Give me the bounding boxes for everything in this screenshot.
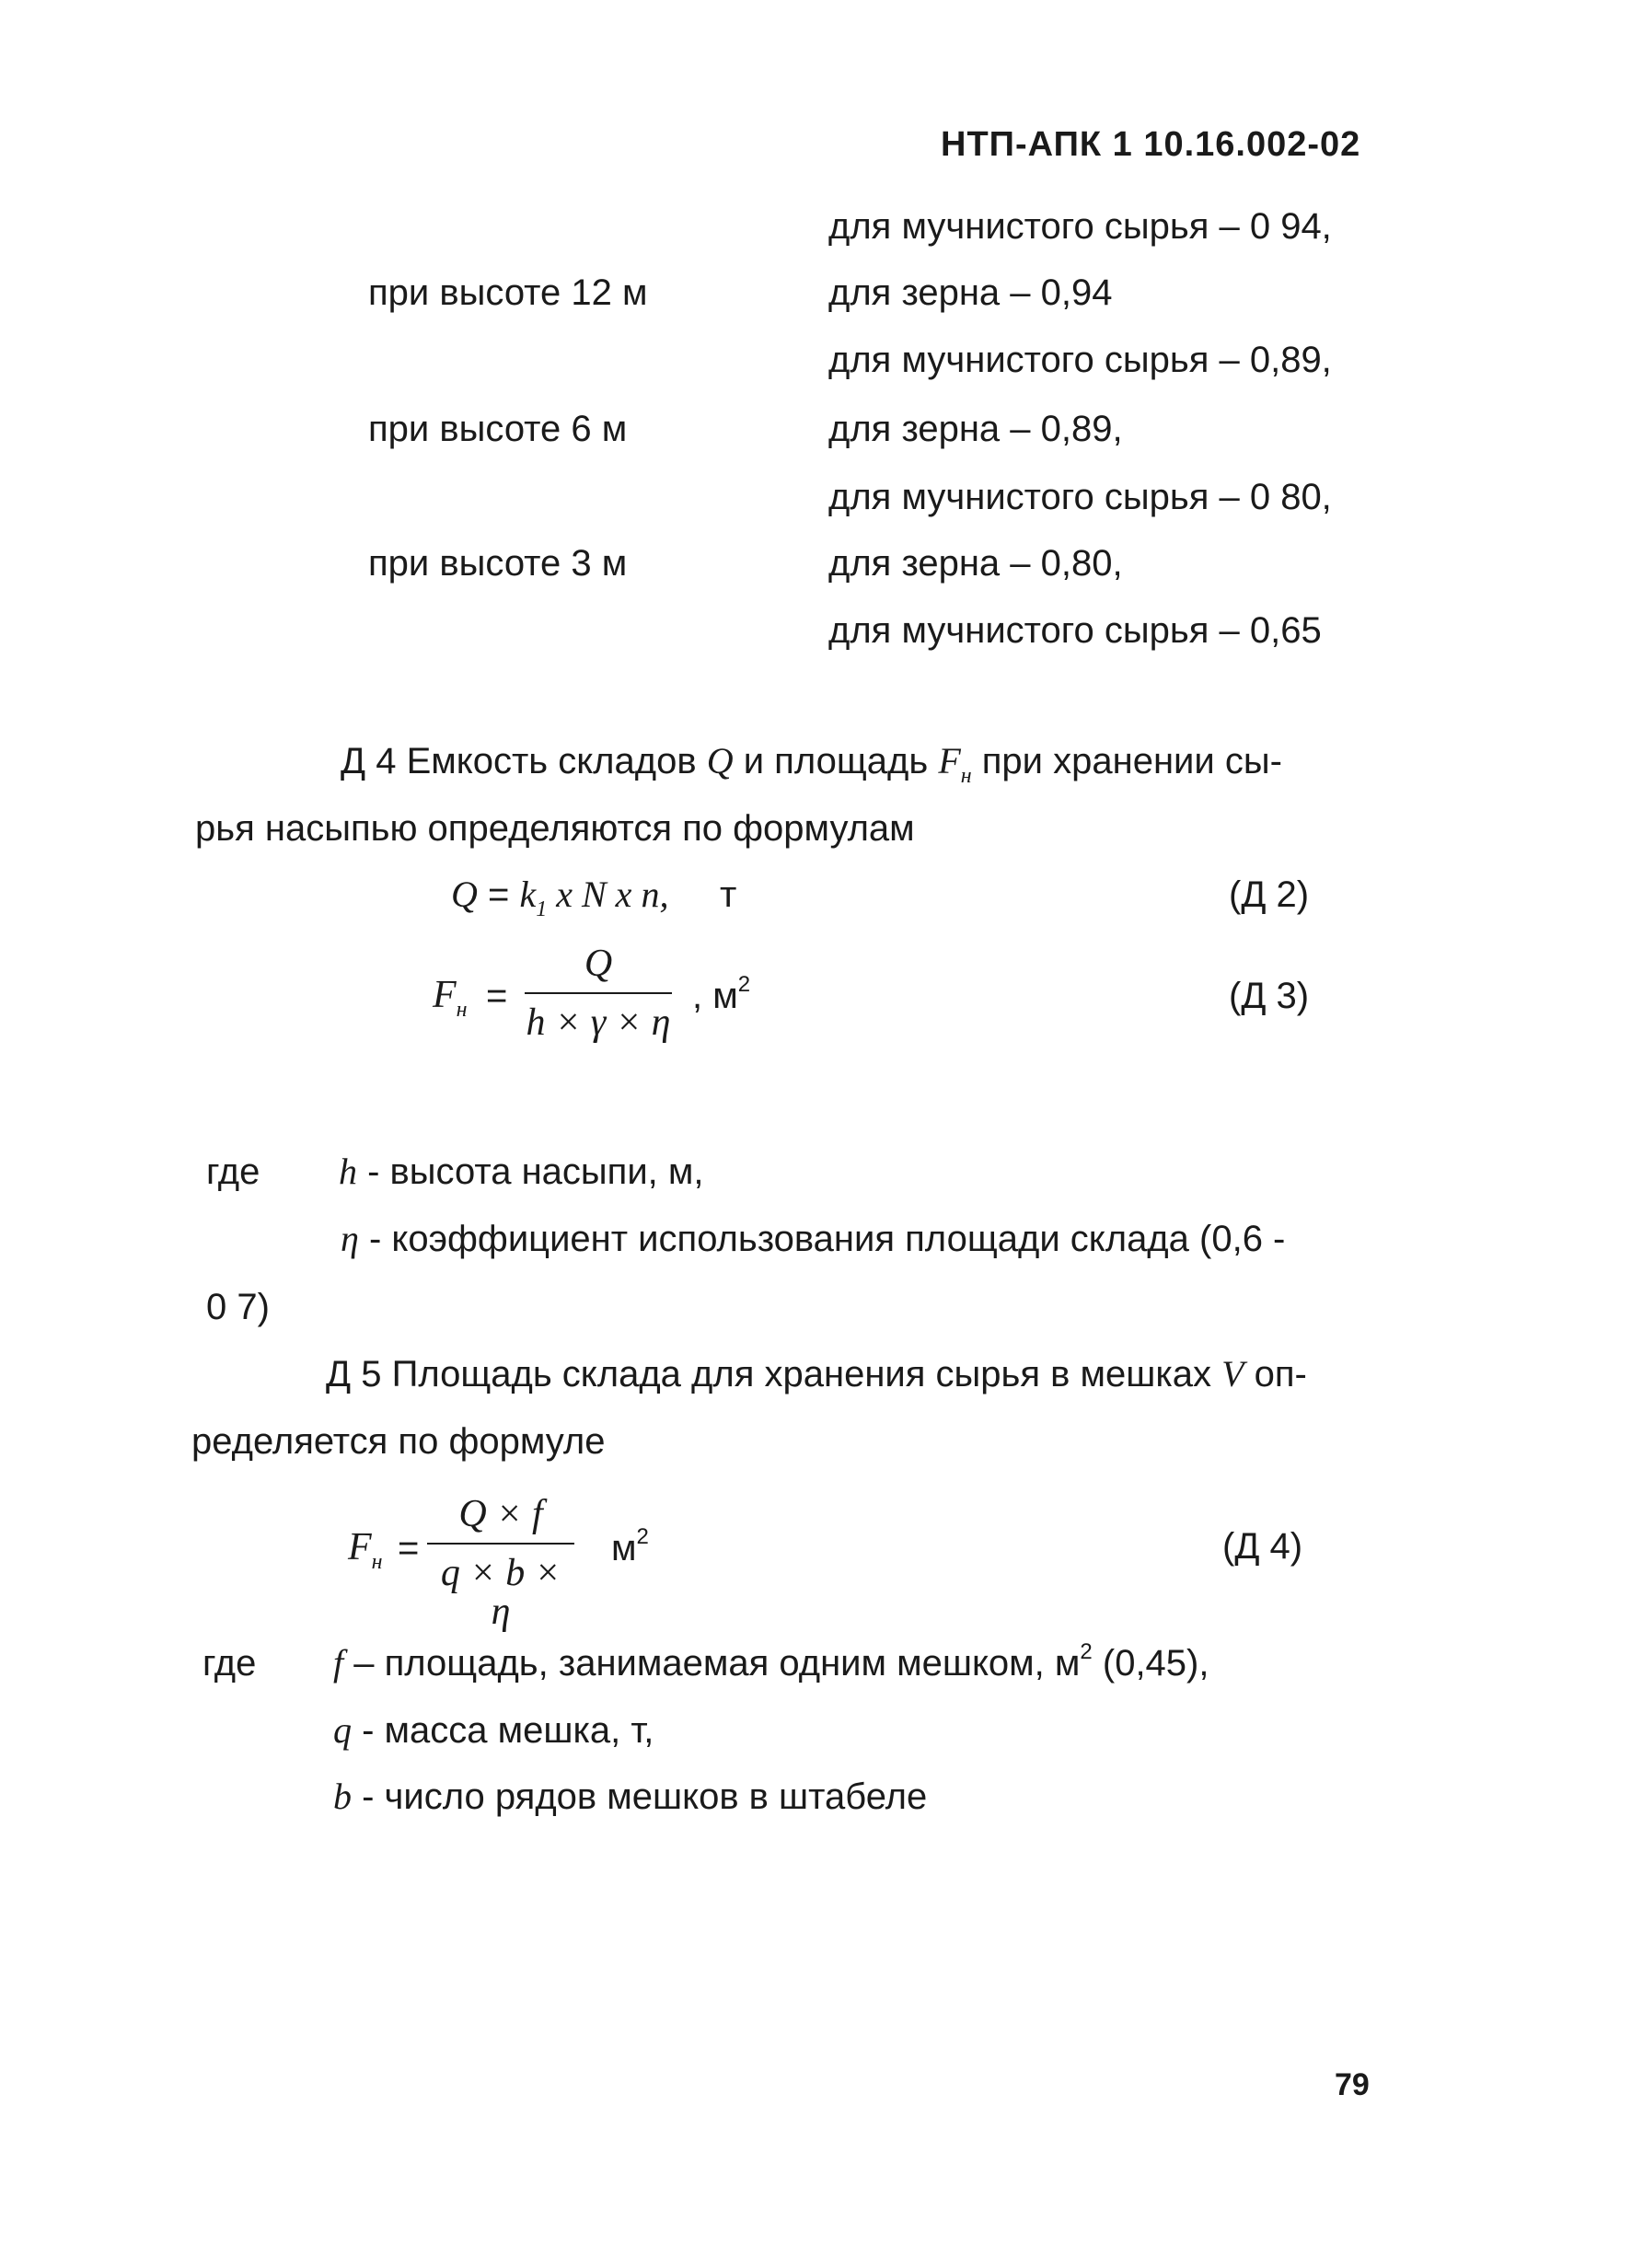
formula-k: k — [519, 874, 537, 915]
formula-f: F — [348, 1526, 372, 1568]
where-f-definition — [333, 1639, 1209, 1684]
formula-d4-lhs — [348, 1526, 383, 1574]
table-row-label: при высоте 12 м — [368, 272, 648, 313]
unit-text: м — [611, 1528, 637, 1568]
paragraph-d5-line2: ределяется по формуле — [191, 1421, 606, 1462]
formula-d4-fraction — [427, 1495, 574, 1631]
definition-text: (0,45), — [1092, 1643, 1209, 1684]
where-label: где — [206, 1151, 260, 1192]
unit-superscript: 2 — [737, 972, 751, 997]
table-row-value: для зерна – 0,80, — [828, 543, 1123, 584]
table-row-value: для зерна – 0,89, — [828, 409, 1123, 449]
formula-d3-fraction — [525, 944, 672, 1042]
table-row-label: при высоте 6 м — [368, 409, 628, 449]
formula-d2 — [451, 874, 669, 921]
definition-text: – площадь, занимаемая одним мешком, м — [343, 1643, 1081, 1684]
paragraph-text: Д 4 Емкость складов — [341, 741, 707, 781]
formula-rest: x N x n, — [547, 874, 669, 915]
formula-d3-unit — [692, 972, 751, 1016]
fraction-numerator: Q — [584, 943, 613, 985]
table-row-value: для мучнистого сырья – 0,65 — [828, 610, 1322, 651]
formula-f-subscript: н — [456, 998, 468, 1022]
formula-d3-lhs — [433, 974, 468, 1022]
where-eta-continuation: 0 7) — [206, 1287, 270, 1327]
formula-d3-number: (Д 3) — [1229, 976, 1310, 1016]
symbol-q-small: q — [333, 1709, 352, 1751]
table-row-value: для мучнистого сырья – 0,89, — [828, 340, 1332, 380]
unit-text: , м — [692, 976, 738, 1016]
definition-text: - число рядов мешков в штабеле — [352, 1776, 928, 1817]
formula-d3-eq: = — [486, 976, 508, 1016]
definition-text: - высота насыпи, м, — [357, 1151, 704, 1192]
table-row-value: для мучнистого сырья – 0 94, — [828, 206, 1332, 247]
page-number: 79 — [1335, 2067, 1370, 2102]
where-eta-definition — [341, 1218, 1286, 1259]
unit-superscript: 2 — [636, 1524, 649, 1549]
fraction-denominator: h × γ × η — [526, 1001, 671, 1044]
formula-f: F — [433, 974, 457, 1016]
table-row-label: при высоте 3 м — [368, 543, 628, 584]
formula-d4-unit — [611, 1524, 649, 1568]
symbol-v: V — [1221, 1353, 1244, 1394]
where-h-definition — [339, 1153, 704, 1190]
formula-eq: = — [477, 874, 520, 915]
paragraph-d5-line1 — [326, 1353, 1307, 1394]
definition-text: - коэффициент использования площади склада (0,6 - — [358, 1219, 1286, 1259]
formula-d4-eq: = — [398, 1528, 420, 1568]
paragraph-text: оп- — [1244, 1354, 1307, 1394]
paragraph-text: Д 5 Площадь склада для хранения сырья в мешках — [326, 1354, 1222, 1394]
definition-text: - масса мешка, т, — [352, 1710, 654, 1751]
paragraph-d4-line1 — [341, 740, 1282, 788]
symbol-b: b — [333, 1776, 352, 1817]
formula-d2-number: (Д 2) — [1229, 874, 1310, 915]
paragraph-text: при хранении сы- — [971, 741, 1282, 781]
table-row-value: для мучнистого сырья – 0 80, — [828, 477, 1332, 517]
symbol-h: h — [339, 1151, 357, 1192]
formula-lhs: Q — [451, 874, 478, 915]
where-b-definition — [333, 1778, 927, 1815]
symbol-eta: η — [341, 1218, 359, 1259]
formula-k-subscript: 1 — [536, 897, 548, 921]
symbol-q: Q — [706, 740, 734, 781]
document-code-header: НТП-АПК 1 10.16.002-02 — [941, 125, 1361, 164]
symbol-f: f — [333, 1642, 344, 1684]
symbol-f-subscript: н — [960, 764, 972, 788]
formula-f-subscript: н — [371, 1550, 383, 1574]
fraction-denominator: q × b × η — [440, 1552, 561, 1633]
fraction-bar — [427, 1543, 574, 1545]
paragraph-text: и площадь — [733, 741, 939, 781]
table-row-value: для зерна – 0,94 — [828, 272, 1113, 313]
fraction-bar — [525, 992, 672, 994]
formula-d4-number: (Д 4) — [1222, 1526, 1303, 1567]
where-q-definition — [333, 1709, 654, 1751]
formula-d2-unit: т — [720, 874, 737, 915]
paragraph-d4-line2: рья насыпью определяются по формулам — [195, 808, 915, 849]
unit-superscript: 2 — [1080, 1639, 1093, 1664]
fraction-numerator: Q × f — [458, 1493, 543, 1535]
symbol-f: F — [938, 740, 961, 781]
where-label: где — [202, 1643, 257, 1684]
